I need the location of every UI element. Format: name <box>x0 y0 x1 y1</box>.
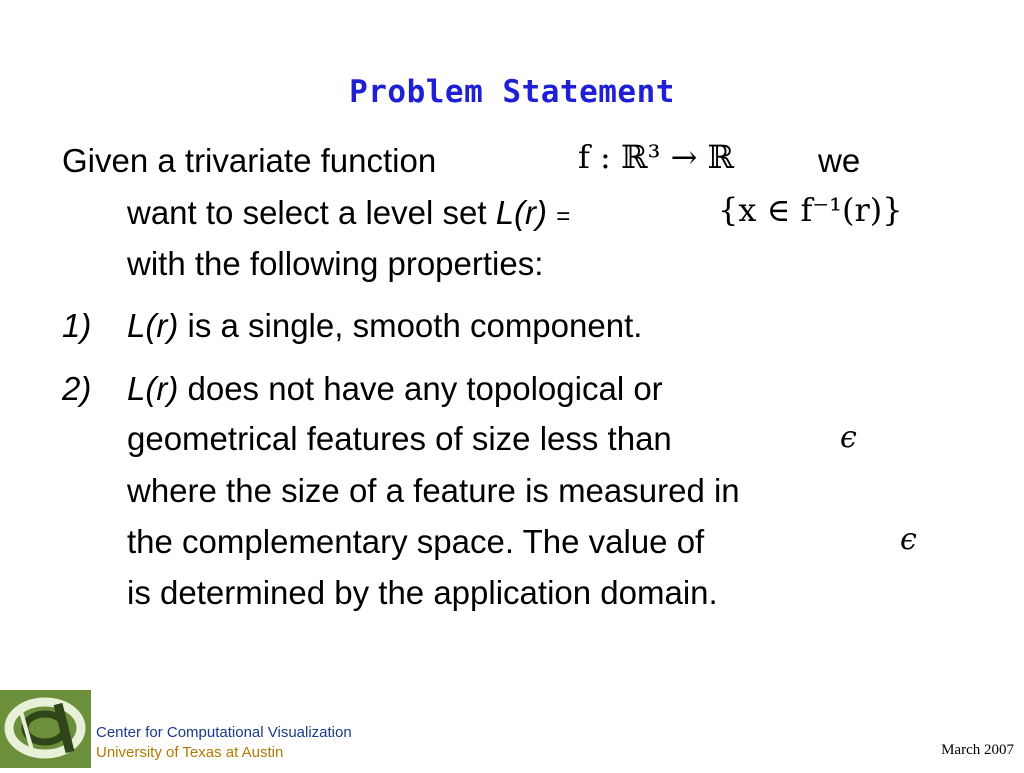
item-1-label: L(r) <box>127 307 179 344</box>
item-1 <box>127 306 642 346</box>
epsilon-symbol-2: ϵ <box>900 522 917 557</box>
ccv-logo-icon <box>0 690 91 768</box>
intro-line-3: with the following properties: <box>127 245 544 282</box>
level-set-label: L(r) <box>495 194 548 231</box>
ccv-logo <box>0 690 91 768</box>
intro-line-1 <box>62 141 436 181</box>
item-2-line-5: is determined by the application domain. <box>127 574 718 611</box>
equals-sign: = <box>556 203 571 230</box>
item-2-number: 2) <box>62 370 92 407</box>
item-2-line-2: geometrical features of size less than <box>127 420 672 457</box>
footer-org-line-2: University of Texas at Austin <box>96 744 284 761</box>
function-formula: f : ℝ³ → ℝ <box>578 138 735 176</box>
intro-text-2: want to select a level set <box>127 194 487 231</box>
item-2-text: does not have any topological or <box>187 370 663 407</box>
intro-text-1: Given a trivariate function <box>62 142 437 179</box>
epsilon-symbol-1: ϵ <box>840 420 857 455</box>
item-1-text: is a single, smooth component. <box>187 307 643 344</box>
footer-org-line-1: Center for Computational Visualization <box>96 724 352 741</box>
item-2-label: L(r) <box>127 370 179 407</box>
item-2-line-3: where the size of a feature is measured in <box>127 472 740 509</box>
footer-date: March 2007 <box>941 742 1014 758</box>
level-set-formula: {x ∈ f⁻¹(r)} <box>718 191 903 229</box>
intro-line-2 <box>127 193 570 237</box>
intro-word-we: we <box>818 142 861 179</box>
slide-title: Problem Statement <box>349 74 675 110</box>
item-2-line-4: the complementary space. The value of <box>127 523 705 560</box>
item-2 <box>127 369 663 409</box>
item-1-number: 1) <box>62 307 92 344</box>
